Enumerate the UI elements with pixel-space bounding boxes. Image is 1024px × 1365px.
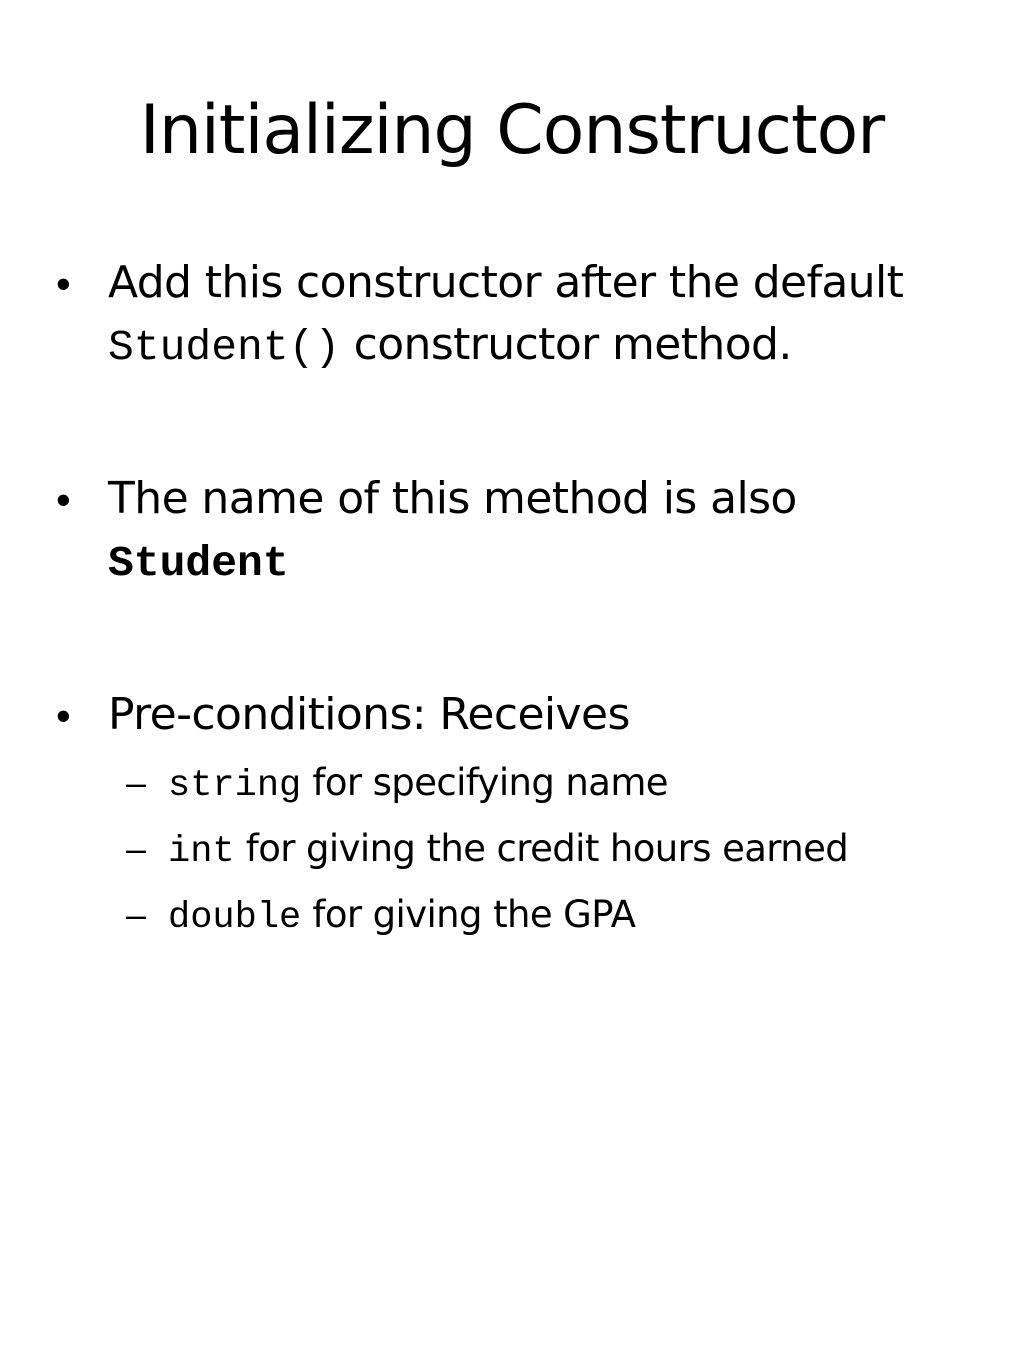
bullet-text-tail: constructor method. — [340, 319, 792, 370]
code-double-type: double — [168, 897, 302, 939]
code-int-type: int — [168, 831, 235, 873]
code-student-name: Student — [108, 539, 289, 588]
bullet-text-line-1: The name of this method is also — [108, 473, 797, 524]
slide-title: Initializing Constructor — [139, 91, 885, 170]
sub-text — [168, 888, 988, 945]
code-string-type: string — [168, 765, 302, 807]
sub-text — [168, 756, 988, 813]
sub-text-desc: for giving the GPA — [301, 893, 636, 936]
bullet-text-line-1: Add this constructor after the default — [108, 257, 904, 308]
bullet-marker: • — [56, 260, 71, 307]
sub-marker: – — [126, 762, 147, 803]
code-student-call: Student() — [108, 323, 341, 372]
bullet-marker: • — [56, 692, 71, 739]
bullet-text — [108, 252, 988, 379]
sub-text — [168, 822, 988, 879]
sub-text-desc: for giving the credit hours earned — [234, 827, 849, 870]
bullet-text — [108, 468, 988, 595]
bullet-marker: • — [56, 476, 71, 523]
sub-text-desc: for specifying name — [301, 761, 668, 804]
bullet-text: Pre-conditions: Receives — [108, 689, 630, 740]
sub-marker: – — [126, 828, 147, 869]
sub-marker: – — [126, 894, 147, 935]
